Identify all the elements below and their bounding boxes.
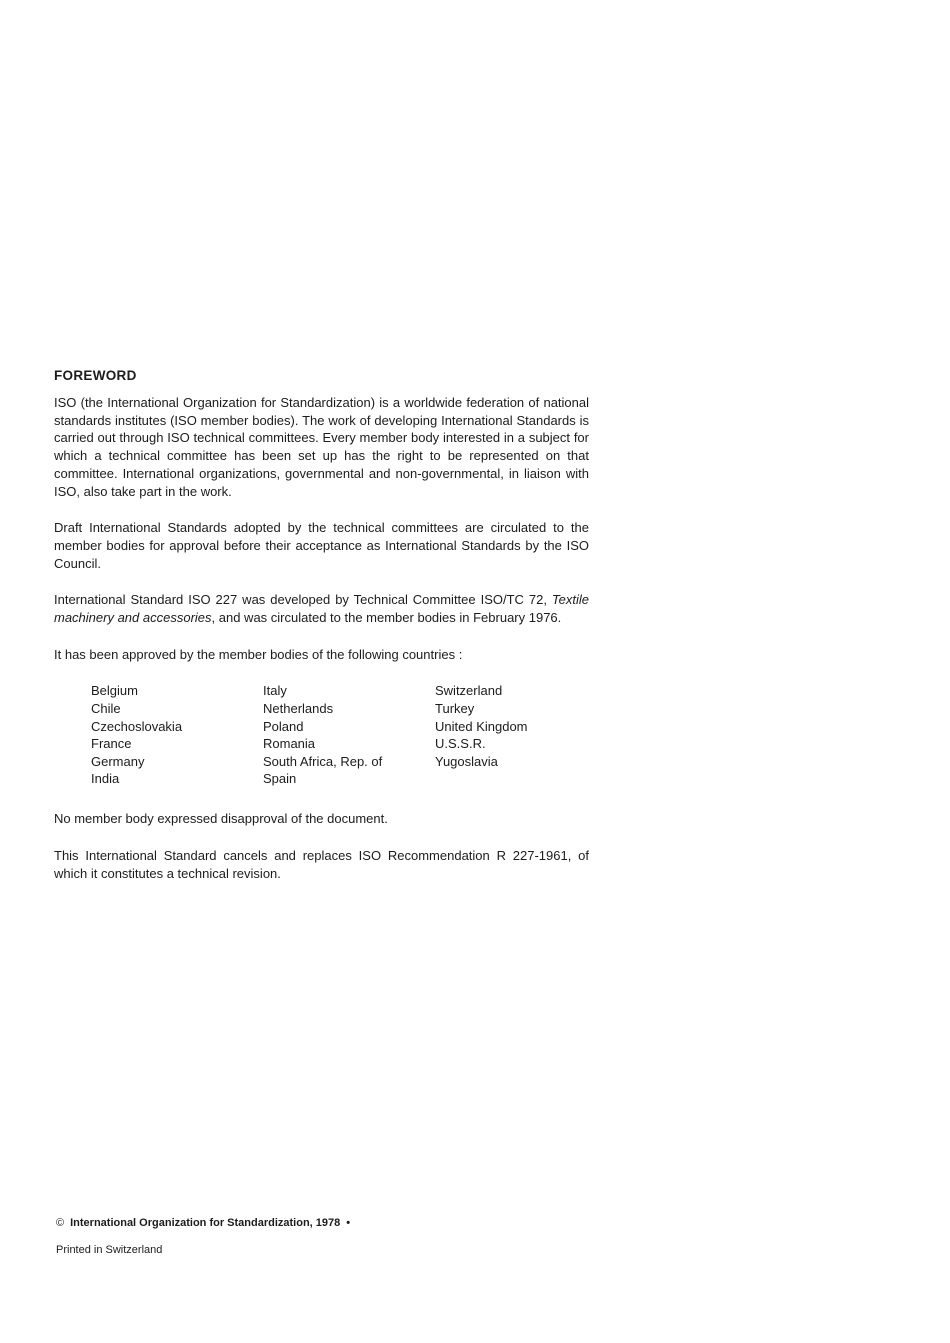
country-item: Spain	[263, 771, 297, 787]
paragraph-draft-standards: Draft International Standards adopted by the technical committees are circulated to the member bodies for approval before their acceptance as International Standards by the ISO Council.	[54, 520, 589, 571]
country-item: Yugoslavia	[435, 753, 498, 769]
country-item: Belgium	[91, 683, 138, 699]
country-item: Germany	[91, 753, 145, 769]
printed-in-note: Printed in Switzerland	[56, 1244, 163, 1256]
countries-column-2	[263, 682, 382, 788]
country-item: India	[91, 771, 120, 787]
paragraph-iso-intro: ISO (the International Organization for Standardization) is a worldwide federation of national standards institutes (ISO member bodies). The work of developing International Standards is carried out through ISO technical committees. Every member body interested in a subject for which a technical committee has been set up has the right to be represented on that committee. International organizations, governmental and non-governmental, in liaison with ISO, also take part in the work.	[54, 395, 589, 499]
bullet-mark: •	[346, 1217, 351, 1229]
countries-column-3	[435, 682, 528, 770]
country-item: France	[91, 736, 132, 752]
copyright-text: International Organization for Standardization, 1978	[70, 1217, 341, 1229]
page-footer	[56, 1217, 556, 1256]
countries-list	[91, 682, 589, 790]
country-item: Switzerland	[435, 683, 503, 699]
country-item: Italy	[263, 683, 287, 699]
copyright-symbol: ©	[56, 1217, 65, 1229]
foreword-heading: FOREWORD	[54, 368, 137, 383]
foreword-section	[54, 368, 589, 902]
country-item: U.S.S.R.	[435, 736, 486, 752]
country-item: Chile	[91, 701, 121, 717]
paragraph-development	[54, 591, 589, 626]
paragraph-development-text-end: , and was circulated to the member bodies in February 1976.	[211, 610, 562, 626]
country-item: Turkey	[435, 701, 475, 717]
paragraph-approval-intro: It has been approved by the member bodies of the following countries :	[54, 646, 463, 662]
country-item: Poland	[263, 718, 304, 734]
countries-column-1	[91, 682, 182, 788]
copyright-line	[56, 1217, 556, 1229]
country-item: Netherlands	[263, 701, 334, 717]
country-item: United Kingdom	[435, 718, 528, 734]
paragraph-development-text-start: International Standard ISO 227 was developed by Technical Committee ISO/TC 72,	[54, 592, 552, 608]
country-item: Romania	[263, 736, 316, 752]
committee-title: Textile machinery and accessories	[54, 592, 589, 626]
country-item: South Africa, Rep. of	[263, 753, 383, 769]
paragraph-replaces: This International Standard cancels and replaces ISO Recommendation R 227-1961, of which it constitutes a technical revision.	[54, 848, 589, 881]
country-item: Czechoslovakia	[91, 718, 183, 734]
paragraph-no-disapproval: No member body expressed disapproval of the document.	[54, 811, 388, 827]
